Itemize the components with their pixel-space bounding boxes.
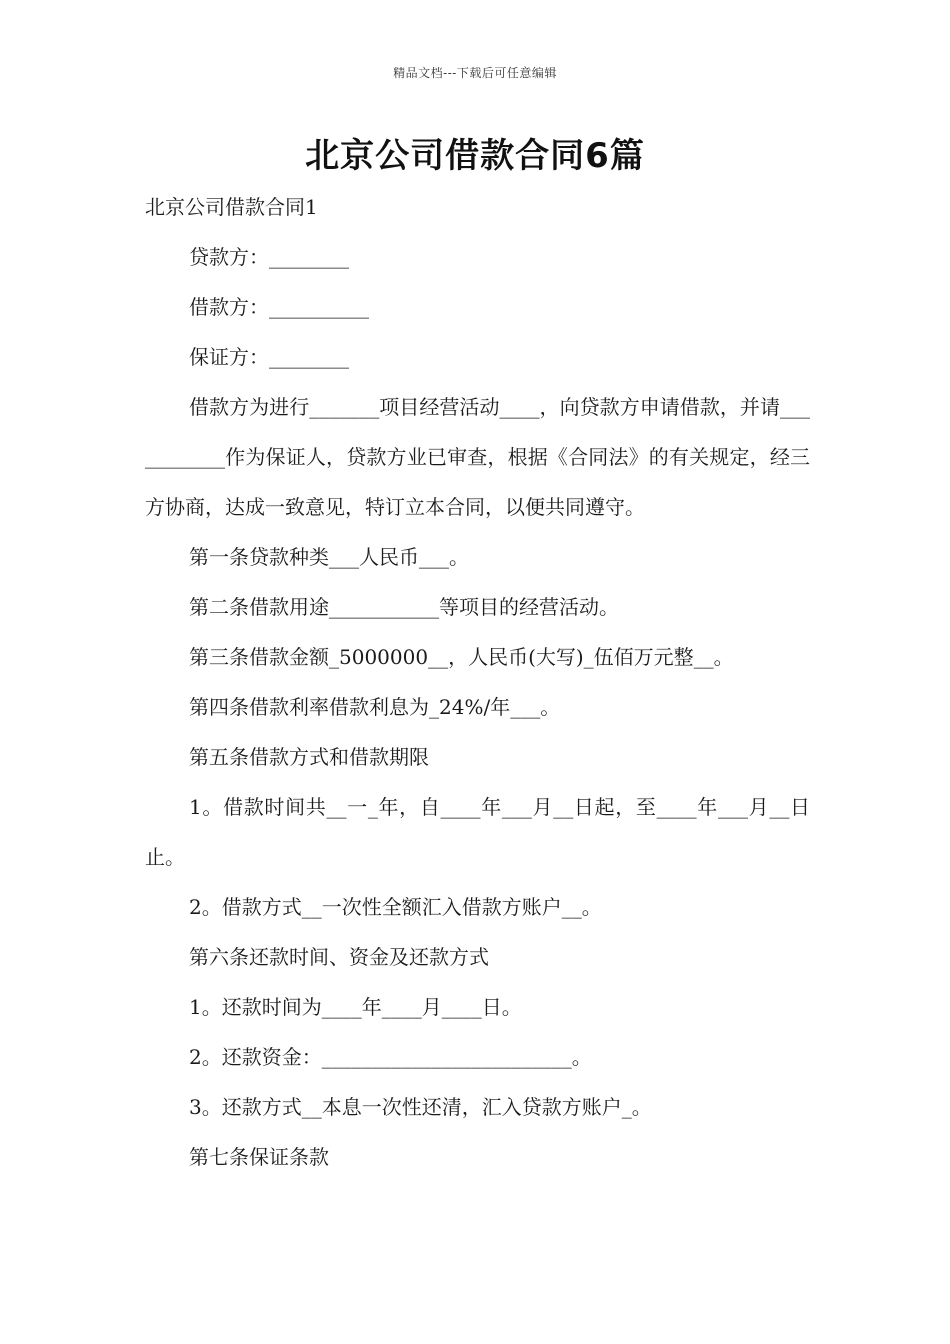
article-4: 第四条借款利率借款利息为_24%/年___。	[189, 695, 561, 719]
intro-paragraph: 借款方为进行_______项目经营活动____，向贷款方申请借款，并请___________作为保证人，贷款方业已审查，根据《合同法》的有关规定，经三方协商，达成一致意见，特订立本合同，以便共同遵守。	[145, 395, 810, 519]
article-3: 第三条借款金额_5000000__，人民币(大写)_伍佰万元整__。	[189, 645, 734, 669]
article-5-item-1: 1。借款时间共__一_年，自____年___月__日起，至____年___月__日止。	[145, 795, 810, 869]
article-7-title: 第七条保证条款	[189, 1145, 329, 1169]
guarantor-line: 保证方：________	[189, 345, 349, 369]
article-5-title: 第五条借款方式和借款期限	[189, 745, 429, 769]
article-6-item-2: 2。还款资金：_________________________。	[189, 1045, 592, 1069]
lender-line: 贷款方：________	[189, 245, 349, 269]
section-heading: 北京公司借款合同1	[145, 195, 318, 219]
article-6-item-1: 1。还款时间为____年____月____日。	[189, 995, 522, 1019]
article-5-item-2: 2。借款方式__一次性全额汇入借款方账户__。	[189, 895, 602, 919]
article-6-title: 第六条还款时间、资金及还款方式	[189, 945, 489, 969]
article-1: 第一条贷款种类___人民币___。	[189, 545, 469, 569]
document-body	[145, 182, 810, 1182]
article-2: 第二条借款用途___________等项目的经营活动。	[189, 595, 619, 619]
document-title: 北京公司借款合同6篇	[305, 136, 645, 176]
article-6-item-3: 3。还款方式__本息一次性还清，汇入贷款方账户_。	[189, 1095, 652, 1119]
header-note: 精品文档---下载后可任意编辑	[393, 66, 557, 80]
borrower-line: 借款方：__________	[189, 295, 369, 319]
